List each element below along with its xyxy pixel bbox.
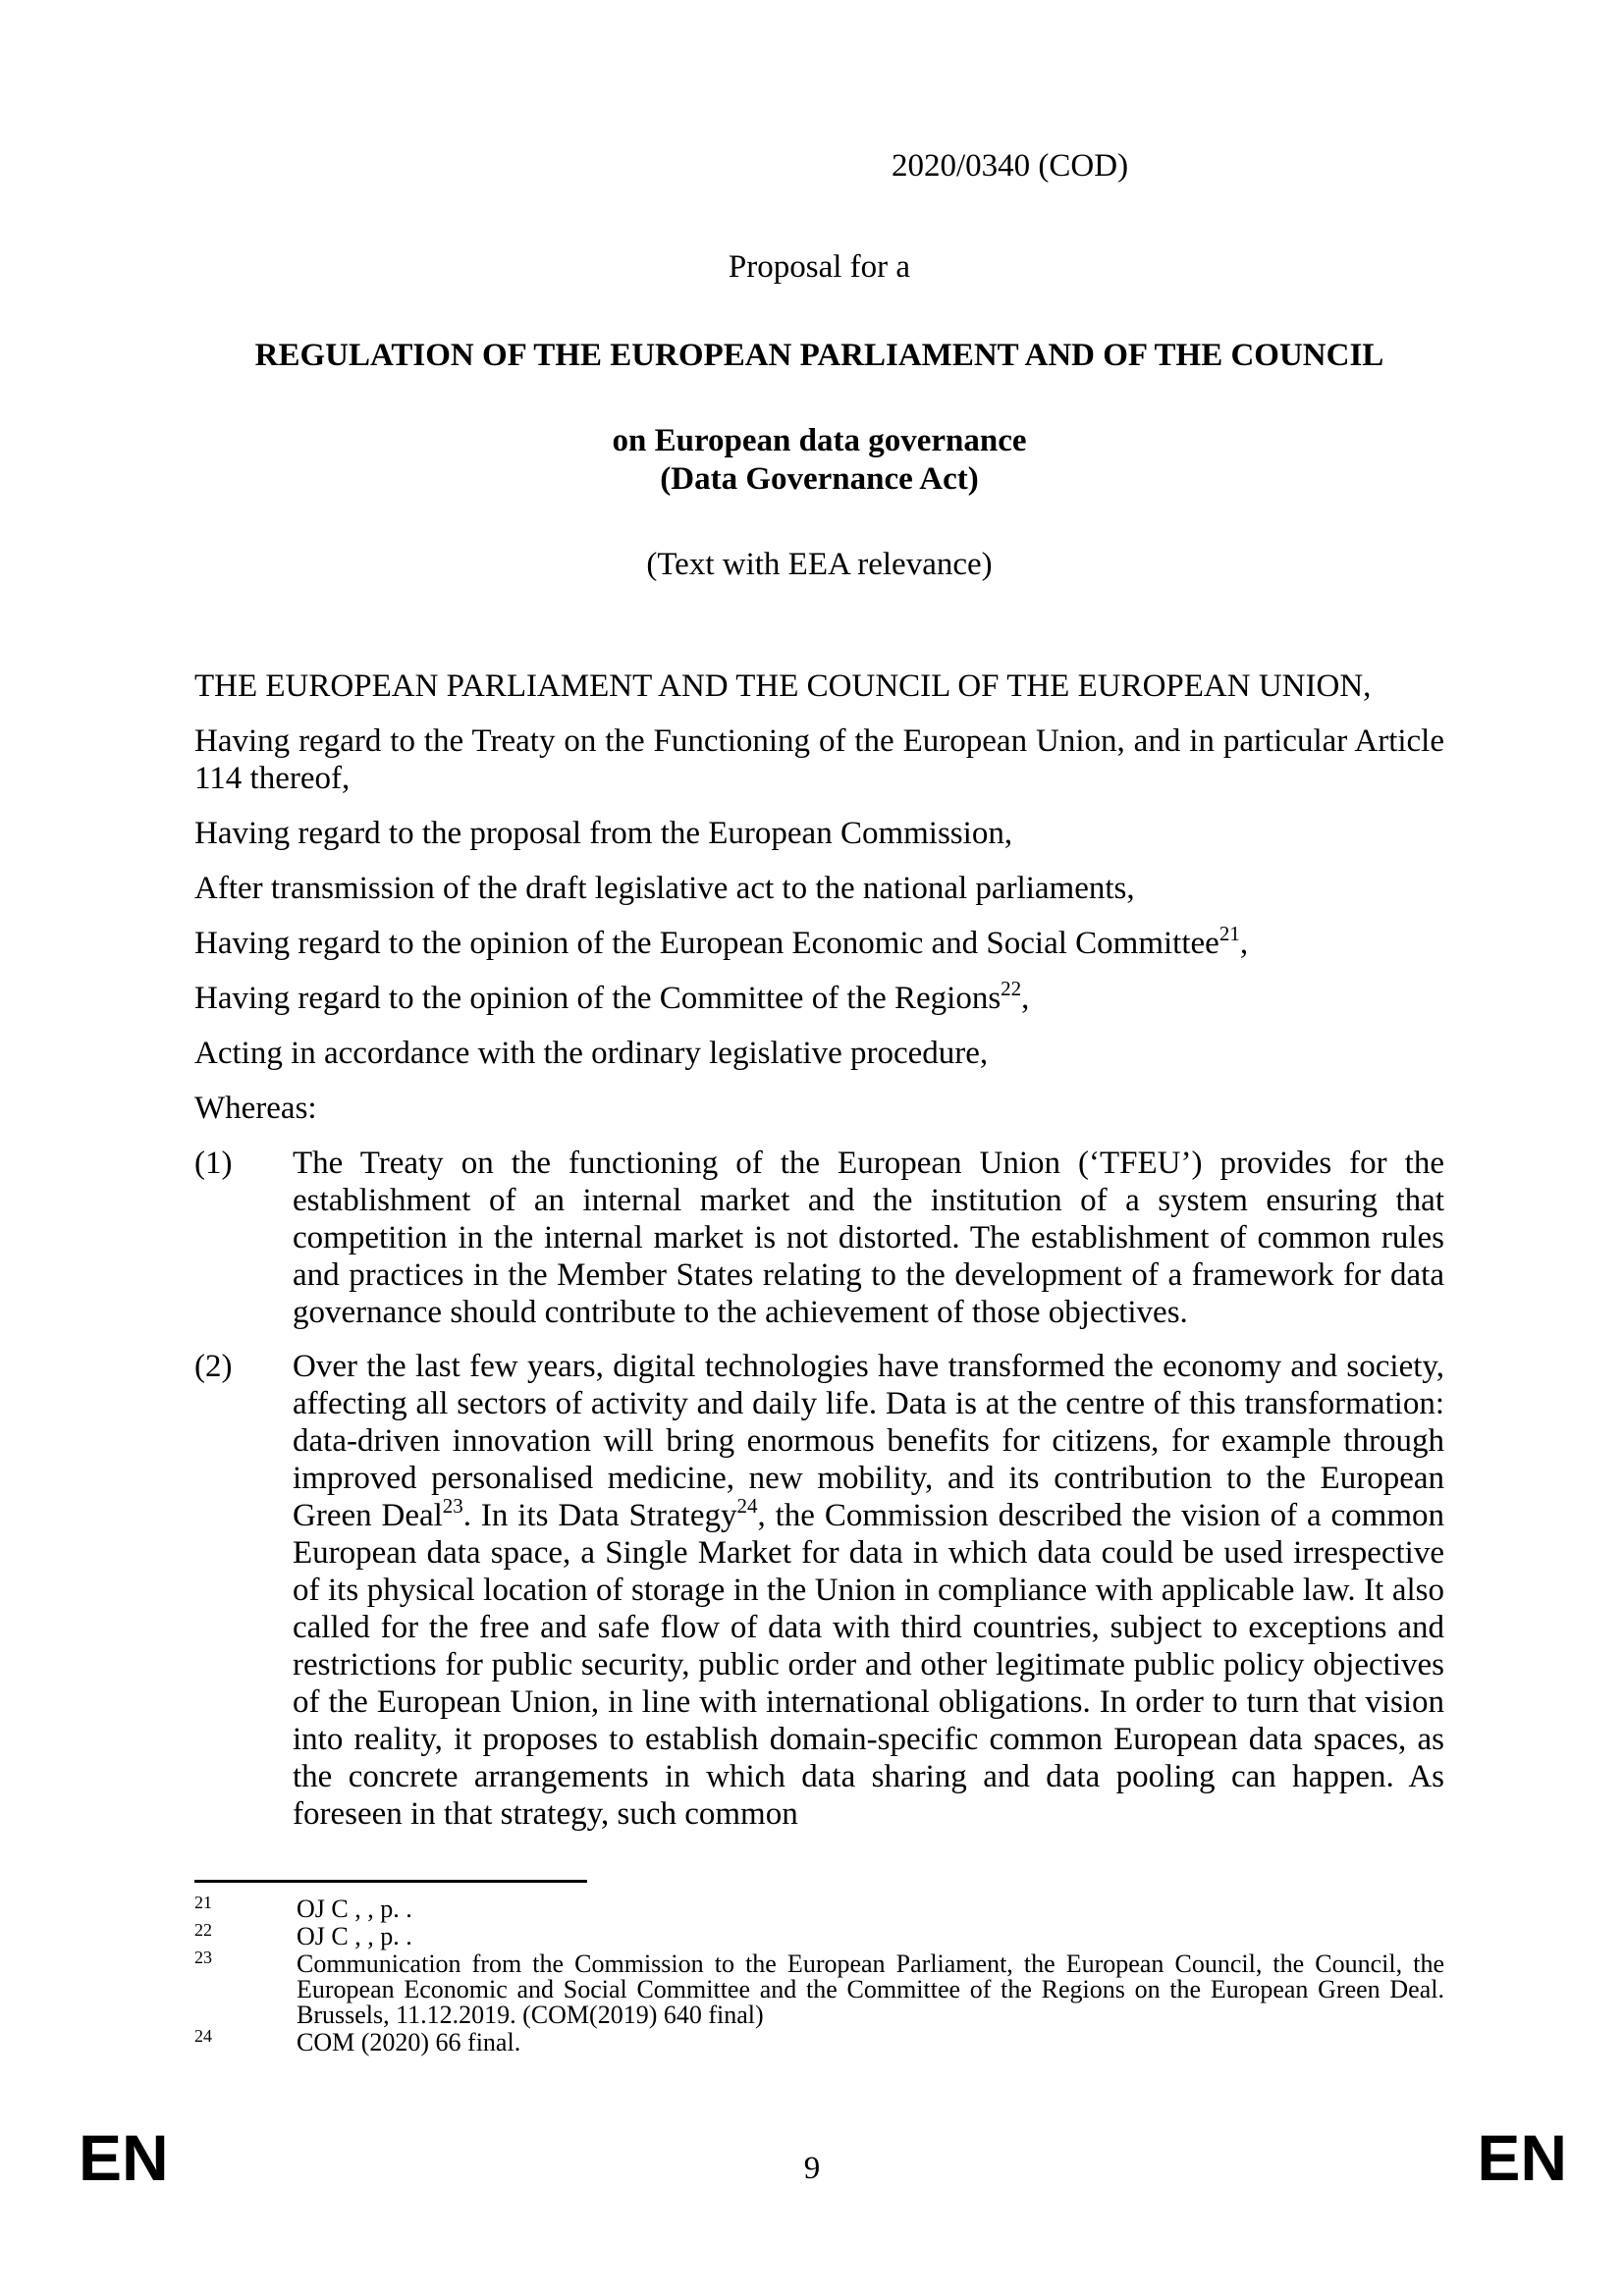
footnote-ref-21: 21: [1218, 922, 1240, 945]
recital-2: [194, 1348, 1444, 1833]
citation-text-after: ,: [1021, 981, 1030, 1016]
footnote-area: [194, 1880, 1444, 2057]
recital-text-segment: Over the last few years, digital technologies have transformed the economy and society, affecting all sectors of activity and daily life. Data is at the centre of this transformation: data-driven innovation will bring enormous benefits for citizens, for example through improved personalised medicine, new mobility, and its contribution to the European Green Deal: [293, 1349, 1444, 1533]
citation-ordinary-procedure: [194, 1035, 1444, 1072]
recital-text: The Treaty on the functioning of the European Union (‘TFEU’) provides for the establishment of an internal market and the institution of a system ensuring that competition in the internal market is not distorted. The establishment of common rules and practices in the Member States relating to the development of a framework for data governance should contribute to the achievement of those objectives.: [293, 1146, 1444, 1330]
citation-cor-opinion: [194, 977, 1444, 1017]
recital-text-segment: , the Commission described the vision of a common European data space, a Single Market for data in which data could be used irrespective of its physical location of storage in the Union in compliance with applicable law. It also called for the free and safe flow of data with third countries, subject to exceptions and restrictions for public security, public order and other legitimate public policy objectives of the European Union, in line with international obligations. In order to turn that vision into reality, it proposes to establish domain-specific common European data spaces, as the concrete arrangements in which data sharing and data pooling can happen. As foreseen in that strategy, such common: [293, 1498, 1444, 1832]
subtitle-line-1: on European data governance: [612, 423, 1027, 458]
footnote-21: [194, 1893, 1444, 1923]
recital-text: [293, 1349, 1444, 1832]
footnote-text: Communication from the Commission to the European Parliament, the European Council, the Council, the European Economic and Social Committee and the Committee of the Regions on the European Green Deal. Brussels, 11.12.2019. (COM(2019) 640 final): [297, 1949, 1444, 2029]
footnote-23: [194, 1948, 1444, 2029]
subject-title: [194, 422, 1444, 499]
footnote-ref-24: 24: [736, 1494, 758, 1518]
footnote-ref-22: 22: [1001, 977, 1022, 1000]
page-number: 9: [803, 2151, 821, 2186]
footer-language-code-right: EN: [1477, 2121, 1567, 2194]
eea-relevance-note: (Text with EEA relevance): [646, 547, 993, 582]
citation-treaty: [194, 722, 1444, 797]
whereas-label: Whereas:: [194, 1091, 317, 1126]
preamble-opening: THE EUROPEAN PARLIAMENT AND THE COUNCIL OF THE EUROPEAN UNION,: [194, 668, 1372, 704]
footnote-number: 24: [194, 2026, 212, 2046]
footnote-text: OJ C , , p. .: [297, 1922, 412, 1950]
procedure-number: 2020/0340 (COD): [892, 148, 1129, 184]
citation-text: Having regard to the opinion of the Committee of the Regions: [194, 981, 1001, 1016]
footer-language-code-left: EN: [79, 2121, 169, 2194]
footnote-text: OJ C , , p. .: [297, 1895, 412, 1923]
citation-commission-proposal: [194, 815, 1444, 852]
subtitle-line-2: (Data Governance Act): [660, 461, 979, 497]
recital-1: [194, 1145, 1444, 1331]
citation-text: Acting in accordance with the ordinary legislative procedure,: [194, 1036, 989, 1071]
recital-text-segment: . In its Data Strategy: [462, 1498, 737, 1533]
citation-text: Having regard to the opinion of the European Economic and Social Committee: [194, 926, 1219, 961]
footnote-divider: [194, 1880, 587, 1883]
citation-text: Having regard to the proposal from the European Commission,: [194, 816, 1013, 851]
recital-number: (2): [194, 1349, 233, 1384]
footnote-number: 23: [194, 1948, 212, 1967]
footnote-ref-23: 23: [442, 1494, 463, 1518]
footnote-22: [194, 1920, 1444, 1950]
citation-national-parliaments: [194, 870, 1444, 907]
footnote-text: COM (2020) 66 final.: [297, 2028, 521, 2056]
footnote-number: 22: [194, 1920, 212, 1940]
citation-text-after: ,: [1239, 926, 1249, 961]
footnote-24: [194, 2026, 1444, 2056]
citation-text: After transmission of the draft legislative act to the national parliaments,: [194, 871, 1135, 906]
citation-text: Having regard to the Treaty on the Functioning of the European Union, and in particular Article 114 thereof,: [194, 723, 1444, 796]
regulation-title: REGULATION OF THE EUROPEAN PARLIAMENT AND OF THE COUNCIL: [254, 338, 1384, 373]
recital-number: (1): [194, 1146, 233, 1181]
proposal-heading: Proposal for a: [728, 249, 911, 285]
document-content: [194, 0, 1444, 1849]
citation-eesc-opinion: [194, 922, 1444, 962]
footnote-number: 21: [194, 1893, 212, 1912]
